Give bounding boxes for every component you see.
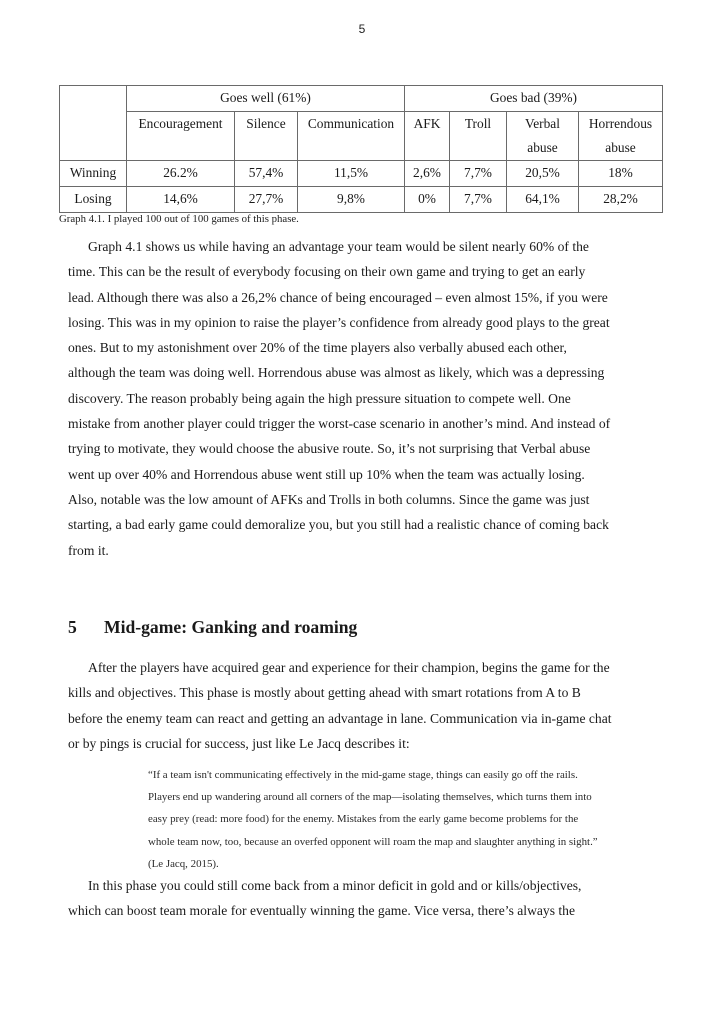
table-row-losing [60, 187, 663, 213]
column-header-text: Communication [307, 116, 395, 131]
table-cell: 14,6% [127, 187, 235, 213]
column-header-text: abuse [527, 140, 558, 155]
text-line: losing. This was in my opinion to raise the player’s confidence from already good plays to the great [68, 314, 610, 330]
text-line: although the team was doing well. Horrendous abuse was almost as likely, which was a depressing [68, 365, 605, 381]
table-cell: 28,2% [579, 187, 663, 213]
text-line: After the players have acquired gear and experience for their champion, begins the game for the [88, 660, 610, 675]
column-header [235, 112, 298, 161]
column-header [127, 112, 235, 161]
column-header-text: AFK [413, 116, 441, 131]
column-header-text: Verbal [525, 116, 560, 131]
table-cell: 26.2% [127, 161, 235, 187]
row-label: Losing [60, 187, 127, 213]
column-header [450, 112, 507, 161]
text-line: from it. [68, 542, 109, 558]
section-number: 5 [68, 617, 77, 637]
column-header-text: Encouragement [138, 116, 223, 131]
row-label: Winning [60, 161, 127, 187]
text-line: starting, a bad early game could demoralize you, but you still had a realistic chance of coming back [68, 517, 609, 533]
table-caption: Graph 4.1. I played 100 out of 100 games of this phase. [59, 213, 299, 225]
table-cell: 9,8% [298, 187, 405, 213]
text-line: ones. But to my astonishment over 20% of the time players also verbally abused each other, [68, 340, 567, 356]
quote-line: “If a team isn't communicating effectively in the mid-game stage, things can easily go off the rails. [148, 769, 578, 781]
table-cell: 57,4% [235, 161, 298, 187]
section-title: Mid-game: Ganking and roaming [104, 617, 358, 637]
table-cell: 11,5% [298, 161, 405, 187]
table-cell: 0% [405, 187, 450, 213]
group-header-goes-well: Goes well (61%) [127, 86, 405, 112]
table-cell: 2,6% [405, 161, 450, 187]
column-header-row [60, 112, 663, 161]
group-header-row [60, 86, 663, 112]
column-header [507, 112, 579, 161]
quote-line: Players end up wandering around all corners of the map—isolating themselves, which turns them into [148, 791, 592, 804]
text-line: Also, notable was the low amount of AFKs and Trolls in both columns. Since the game was just [68, 491, 590, 507]
text-line: kills and objectives. This phase is mostly about getting ahead with smart rotations from A to B [68, 685, 581, 701]
section-heading [68, 617, 357, 638]
column-header-text: abuse [605, 140, 636, 155]
quote-line: easy prey (read: more food) for the enemy. Mistakes from the early game become problems for the [148, 813, 579, 826]
table-cell: 7,7% [450, 187, 507, 213]
text-line: or by pings is crucial for success, just like Le Jacq describes it: [68, 735, 410, 751]
text-line: went up over 40% and Horrendous abuse went still up 10% when the team was actually losing. [68, 466, 585, 482]
empty-corner-cell [60, 86, 127, 161]
text-line: discovery. The reason probably being again the high pressure situation to compete well. One [68, 390, 571, 406]
quote-line: whole team now, too, because an overfed opponent will roam the map and slaughter anything in sight.” [148, 835, 598, 848]
page-number: 5 [358, 22, 366, 36]
text-line: In this phase you could still come back from a minor deficit in gold and or kills/objectives, [88, 878, 582, 893]
table-cell: 20,5% [507, 161, 579, 187]
table-cell: 27,7% [235, 187, 298, 213]
paragraph-graph-analysis [68, 234, 658, 563]
text-line: mistake from another player could trigger the worst-case scenario in another’s mind. And instead of [68, 416, 611, 432]
text-line: Graph 4.1 shows us while having an advantage your team would be silent nearly 60% of the [88, 239, 589, 254]
column-header [298, 112, 405, 161]
table-cell: 7,7% [450, 161, 507, 187]
paragraph-comeback [68, 873, 658, 924]
quote-citation: (Le Jacq, 2015). [148, 857, 219, 870]
text-line: trying to motivate, they would choose the abusive route. So, it’s not surprising that Verbal abuse [68, 441, 591, 457]
paragraph-mid-game-intro [68, 655, 658, 756]
column-header [579, 112, 663, 161]
column-header-text: Horrendous [588, 116, 653, 131]
block-quote [148, 764, 663, 875]
text-line: lead. Although there was also a 26,2% chance of being encouraged – even almost 15%, if you were [68, 289, 608, 305]
column-header-text: Troll [464, 116, 492, 131]
text-line: which can boost team morale for eventually winning the game. Vice versa, there’s always the [68, 903, 576, 919]
column-header [405, 112, 450, 161]
table-cell: 64,1% [507, 187, 579, 213]
table-row-winning [60, 161, 663, 187]
results-table [59, 85, 663, 213]
table-cell: 18% [579, 161, 663, 187]
column-header-text: Silence [246, 116, 286, 131]
text-line: before the enemy team can react and getting an advantage in lane. Communication via in-game chat [68, 710, 612, 726]
text-line: time. This can be the result of everybody focusing on their own game and trying to get an early [68, 264, 586, 280]
group-header-goes-bad: Goes bad (39%) [405, 86, 663, 112]
